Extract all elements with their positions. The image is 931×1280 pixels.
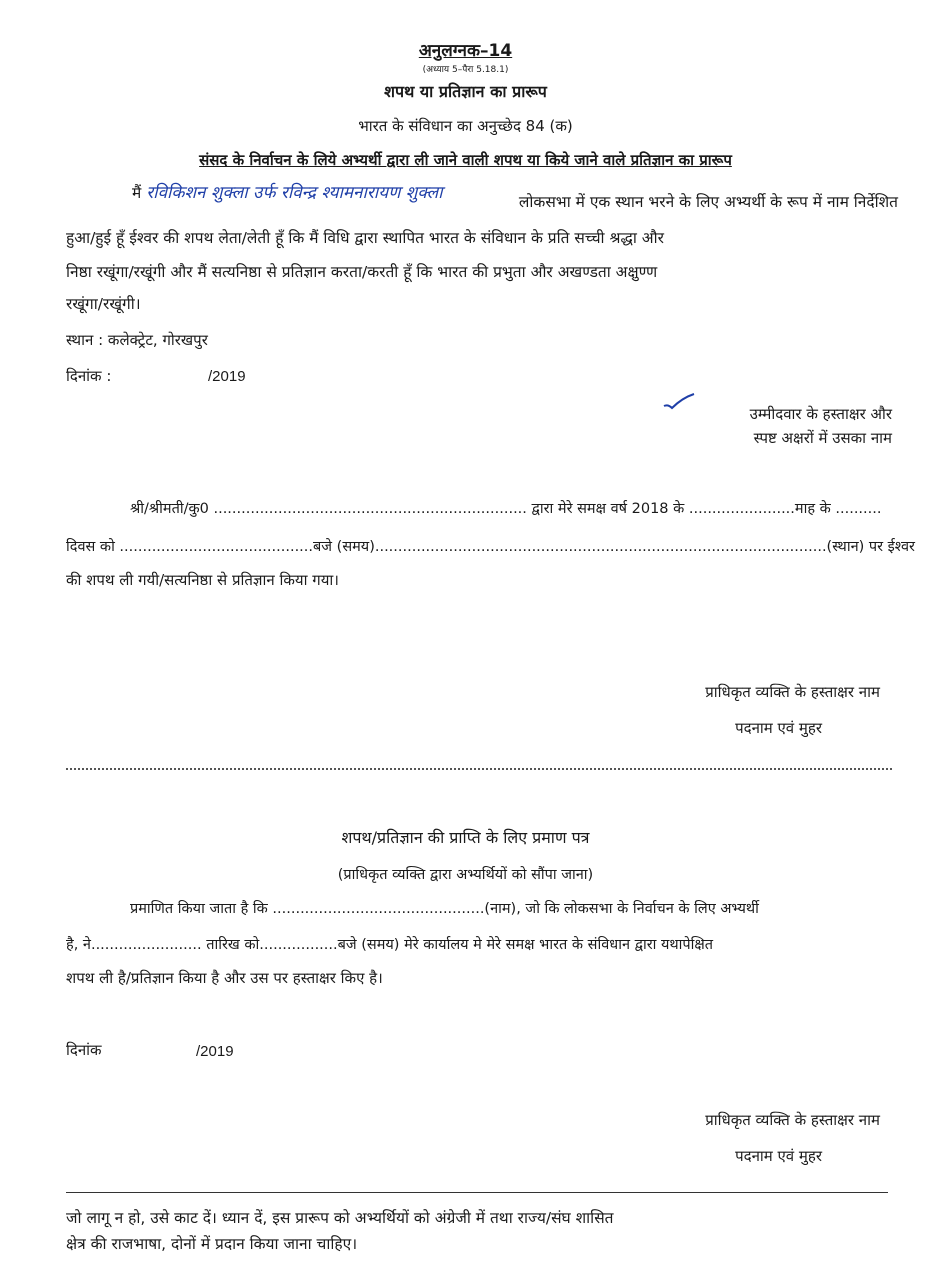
footer-note-line-2: क्षेत्र की राजभाषा, दोनों में प्रदान किया जाना चाहिए। xyxy=(66,1235,358,1253)
certificate-signature-label-1: प्राधिकृत व्यक्ति के हस्ताक्षर नाम xyxy=(705,1111,880,1129)
form-subtitle: शपथ या प्रतिज्ञान का प्रारूप xyxy=(384,82,547,101)
authority-line-3: की शपथ ली गयी/सत्यनिष्ठा से प्रतिज्ञान किया गया। xyxy=(66,571,339,589)
authority-signature-label-1: प्राधिकृत व्यक्ति के हस्ताक्षर नाम xyxy=(705,683,880,701)
oath-date-value: /2019 xyxy=(208,368,246,385)
certificate-date-value: /2019 xyxy=(196,1043,234,1060)
candidate-signature-label-1: उम्मीदवार के हस्ताक्षर और xyxy=(749,405,892,423)
oath-date-label: दिनांक : xyxy=(66,367,112,385)
authority-line-2: दिवस को ..........................................बजे (समय)..................................................................................................(स्थान) पर ईश्वर xyxy=(66,539,915,555)
certificate-subtitle: (प्राधिकृत व्यक्ति द्वारा अभ्यर्थियों को सौंपा जाना) xyxy=(337,867,594,883)
oath-line-2: हुआ/हुई हूँ ईश्वर की शपथ लेता/लेती हूँ कि मैं विधि द्वारा स्थापित भारत के संविधान के प्रति सच्ची श्रद्धा और xyxy=(66,229,664,247)
oath-place: स्थान : कलेक्ट्रेट, गोरखपुर xyxy=(66,331,208,349)
authority-signature-label-2: पदनाम एवं मुहर xyxy=(735,719,822,737)
oath-line-3: निष्ठा रखूंगा/रखूंगी और मैं सत्यनिष्ठा से प्रतिज्ञान करता/करती हूँ कि भारत की प्रभुता और अखण्डता अक्षुण्ण xyxy=(66,263,658,281)
annexure-title: अनुलग्नक–14 xyxy=(418,41,513,61)
candidate-signature-label-2: स्पष्ट अक्षरों में उसका नाम xyxy=(753,429,892,447)
certificate-line-2: है, ने........................ तारिख को.................बजे (समय) मेरे कार्यालय मे मेरे समक्ष भारत के संविधान द्वारा यथापेक्षित xyxy=(66,937,714,953)
certificate-line-1: प्रमाणित किया जाता है कि ..............................................(नाम), जो कि लोकसभा के निर्वाचन के लिए अभ्यर्थी xyxy=(130,901,759,917)
certificate-line-3: शपथ ली है/प्रतिज्ञान किया है और उस पर हस्ताक्षर किए है। xyxy=(66,969,383,987)
certificate-title: शपथ/प्रतिज्ञान की प्राप्ति के लिए प्रमाण पत्र xyxy=(341,828,590,847)
constitution-article: भारत के संविधान का अनुच्छेद 84 (क) xyxy=(358,117,573,135)
section-divider xyxy=(66,768,892,770)
footer-divider xyxy=(66,1192,888,1193)
oath-line-4: रखूंगा/रखूंगी। xyxy=(66,295,141,313)
certificate-date-label: दिनांक xyxy=(66,1041,102,1059)
footer-note-line-1: जो लागू न हो, उसे काट दें। ध्यान दें, इस प्रारूप को अभ्यर्थियों को अंग्रेजी में तथा राज्य/संघ शासित xyxy=(66,1209,614,1227)
oath-prefix: मैं xyxy=(132,184,142,202)
chapter-reference: (अध्याय 5–पैरा 5.18.1) xyxy=(422,65,509,75)
authority-line-1: श्री/श्रीमती/कु0 .................................................................... द्वारा मेरे समक्ष वर्ष 2018 के .......................माह के .......... xyxy=(130,501,882,517)
oath-line-1-rest: लोकसभा में एक स्थान भरने के लिए अभ्यर्थी के रूप में नाम निर्देशित xyxy=(518,193,898,211)
certificate-signature-label-2: पदनाम एवं मुहर xyxy=(735,1147,822,1165)
oath-heading: संसद के निर्वाचन के लिये अभ्यर्थी द्वारा ली जाने वाली शपथ या किये जाने वाले प्रतिज्ञान का प्रारूप xyxy=(199,151,732,169)
handwritten-candidate-name: रविकिशन शुक्ला उर्फ रविन्द्र श्यामनारायण शुक्ला xyxy=(146,183,443,203)
